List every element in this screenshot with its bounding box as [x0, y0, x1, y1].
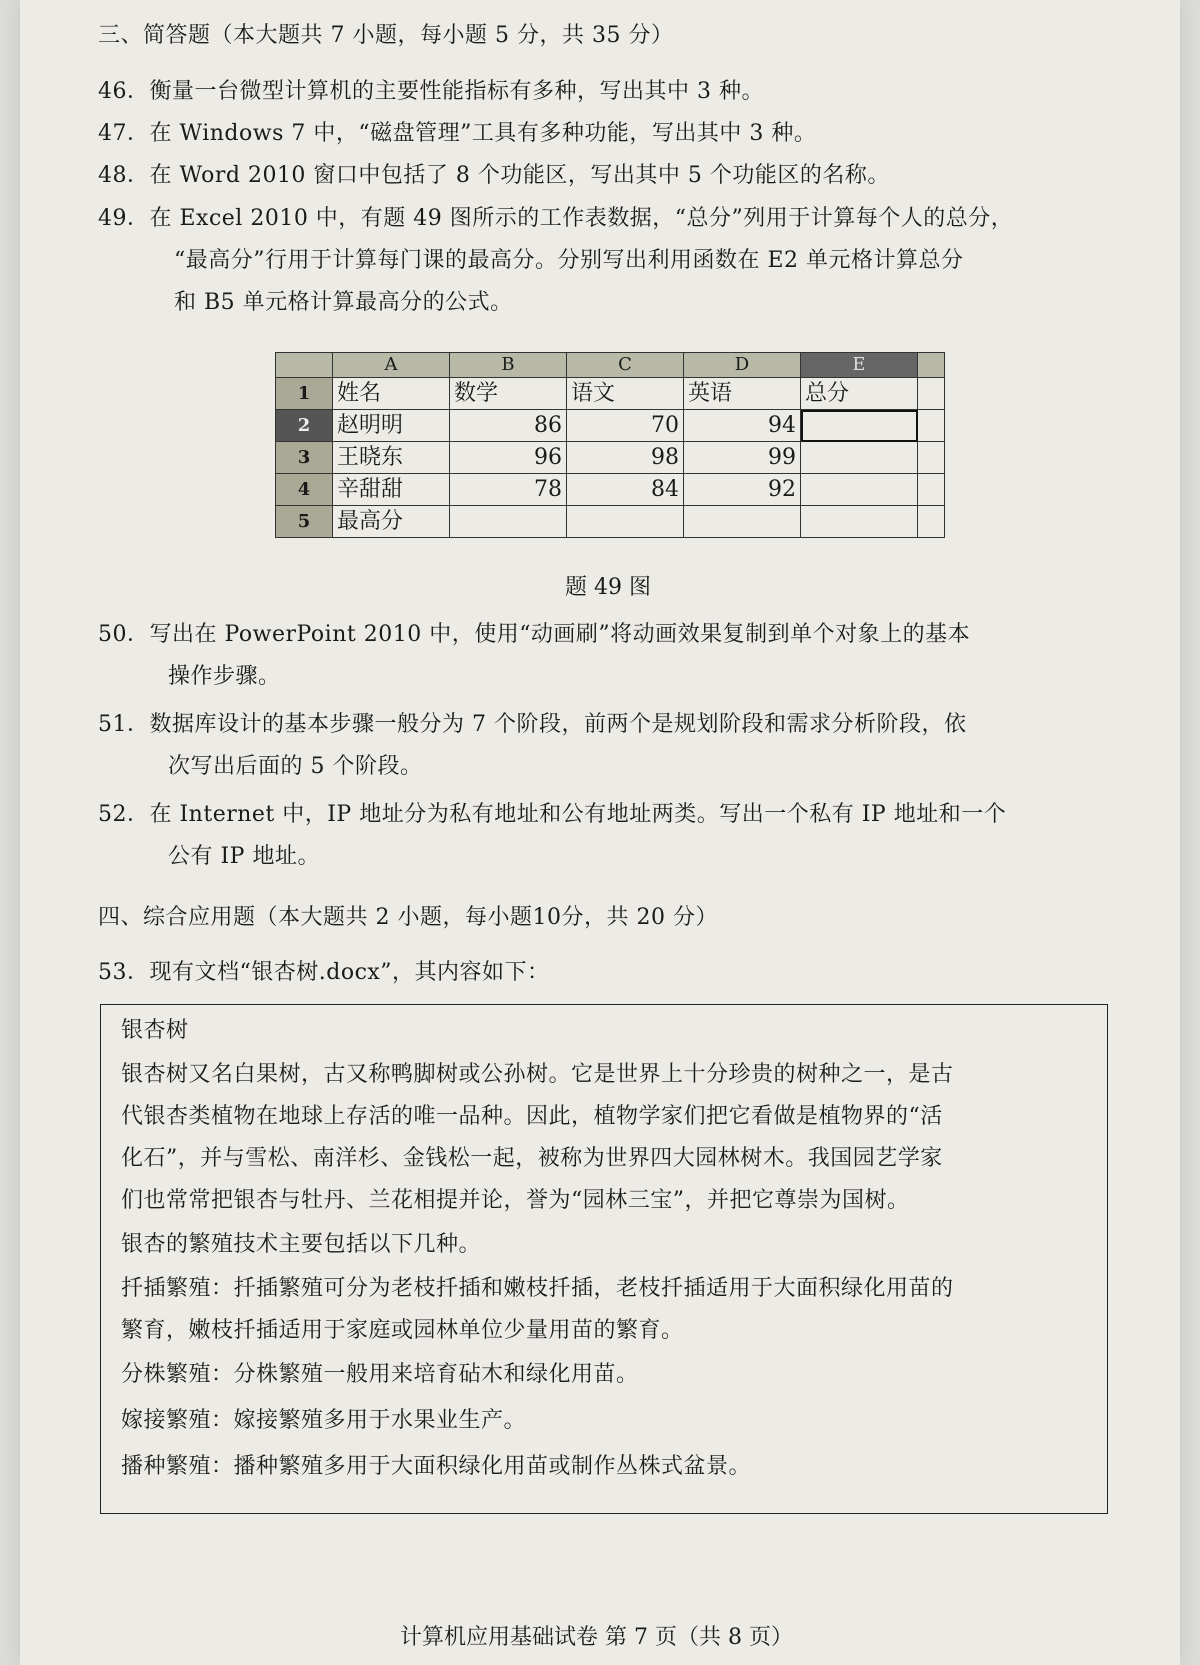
- col-header-d: D: [684, 353, 801, 378]
- doc-title: 银杏树: [121, 1018, 189, 1043]
- cell-c3: 98: [567, 442, 684, 474]
- cell-b3: 96: [450, 442, 567, 474]
- cell-e5: [801, 506, 918, 538]
- doc-line: 扦插繁殖：扦插繁殖可分为老枝扦插和嫩枝扦插，老枝扦插适用于大面积绿化用苗的: [121, 1276, 954, 1301]
- cell-a4: 辛甜甜: [333, 474, 450, 506]
- col-header-b: B: [450, 353, 567, 378]
- cell-d5: [684, 506, 801, 538]
- doc-line: 银杏的繁殖技术主要包括以下几种。: [121, 1232, 482, 1257]
- question-52-line-2: 公有 IP 地址。: [168, 844, 320, 869]
- col-header-spacer: [918, 353, 945, 378]
- cell-spacer: [918, 506, 945, 538]
- cell-d4: 92: [684, 474, 801, 506]
- cell-e2-selected: [801, 410, 918, 442]
- cell-e1: 总分: [801, 378, 918, 410]
- sheet-row: [276, 506, 945, 538]
- cell-e4: [801, 474, 918, 506]
- row-number: 3: [276, 442, 333, 474]
- question-49-line-2: “最高分”行用于计算每门课的最高分。分别写出利用函数在 E2 单元格计算总分: [174, 248, 964, 273]
- cell-a3: 王晓东: [333, 442, 450, 474]
- doc-line: 播种繁殖：播种繁殖多用于大面积绿化用苗或制作丛株式盆景。: [121, 1454, 752, 1479]
- row-number: 2: [276, 410, 333, 442]
- doc-line: 们也常常把银杏与牡丹、兰花相提并论，誉为“园林三宝”，并把它尊崇为国树。: [121, 1188, 910, 1213]
- sheet-row: [276, 474, 945, 506]
- cell-a1: 姓名: [333, 378, 450, 410]
- cell-a5: 最高分: [333, 506, 450, 538]
- col-header-a: A: [333, 353, 450, 378]
- question-50-line-2: 操作步骤。: [168, 664, 281, 689]
- cell-d3: 99: [684, 442, 801, 474]
- cell-b5: [450, 506, 567, 538]
- cell-spacer: [918, 378, 945, 410]
- cell-spacer: [918, 410, 945, 442]
- section4-heading: 四、综合应用题（本大题共 2 小题，每小题10分，共 20 分）: [98, 905, 718, 930]
- doc-line: 分株繁殖：分株繁殖一般用来培育砧木和绿化用苗。: [121, 1362, 639, 1387]
- sheet-row: [276, 410, 945, 442]
- exam-page: [20, 0, 1180, 1665]
- row-number: 5: [276, 506, 333, 538]
- doc-line: 银杏树又名白果树，古又称鸭脚树或公孙树。它是世界上十分珍贵的树种之一，是古: [121, 1062, 954, 1087]
- question-49-line-3: 和 B5 单元格计算最高分的公式。: [174, 290, 513, 315]
- question-48: 48．在 Word 2010 窗口中包括了 8 个功能区，写出其中 5 个功能区的名称。: [98, 163, 890, 188]
- question-46: 46．衡量一台微型计算机的主要性能指标有多种，写出其中 3 种。: [98, 79, 764, 104]
- col-header-c: C: [567, 353, 684, 378]
- cell-e3: [801, 442, 918, 474]
- question-49-line-1: 49．在 Excel 2010 中，有题 49 图所示的工作表数据，“总分”列用于计算每个人的总分，: [98, 206, 1014, 231]
- cell-spacer: [918, 442, 945, 474]
- col-header-e: E: [801, 353, 918, 378]
- question-51-line-1: 51．数据库设计的基本步骤一般分为 7 个阶段，前两个是规划阶段和需求分析阶段，依: [98, 712, 967, 737]
- sheet-row: [276, 378, 945, 410]
- question-50-line-1: 50．写出在 PowerPoint 2010 中，使用“动画刷”将动画效果复制到单个对象上的基本: [98, 622, 971, 647]
- cell-b4: 78: [450, 474, 567, 506]
- figure-caption: 题 49 图: [565, 575, 651, 600]
- cell-c2: 70: [567, 410, 684, 442]
- doc-line: 繁育，嫩枝扦插适用于家庭或园林单位少量用苗的繁育。: [121, 1318, 684, 1343]
- cell-b1: 数学: [450, 378, 567, 410]
- page-footer: 计算机应用基础试卷 第 7 页（共 8 页）: [400, 1625, 793, 1650]
- sheet-header-row: [276, 353, 945, 378]
- cell-d2: 94: [684, 410, 801, 442]
- row-number: 4: [276, 474, 333, 506]
- doc-line: 化石”，并与雪松、南洋杉、金钱松一起，被称为世界四大园林树木。我国园艺学家: [121, 1146, 943, 1171]
- cell-c1: 语文: [567, 378, 684, 410]
- spreadsheet-figure: [275, 352, 945, 538]
- section3-heading: 三、简答题（本大题共 7 小题，每小题 5 分，共 35 分）: [98, 23, 674, 48]
- cell-b2: 86: [450, 410, 567, 442]
- cell-c5: [567, 506, 684, 538]
- sheet-row: [276, 442, 945, 474]
- question-52-line-1: 52．在 Internet 中，IP 地址分为私有地址和公有地址两类。写出一个私有 IP 地址和一个: [98, 802, 1007, 827]
- question-51-line-2: 次写出后面的 5 个阶段。: [168, 754, 423, 779]
- question-47: 47．在 Windows 7 中，“磁盘管理”工具有多种功能，写出其中 3 种。: [98, 121, 817, 146]
- doc-line: 代银杏类植物在地球上存活的唯一品种。因此，植物学家们把它看做是植物界的“活: [121, 1104, 943, 1129]
- document-content-box: [100, 1004, 1108, 1514]
- question-53: 53．现有文档“银杏树.docx”，其内容如下：: [98, 960, 550, 985]
- doc-line: 嫁接繁殖：嫁接繁殖多用于水果业生产。: [121, 1408, 527, 1433]
- cell-spacer: [918, 474, 945, 506]
- sheet-corner: [276, 353, 333, 378]
- row-number: 1: [276, 378, 333, 410]
- cell-c4: 84: [567, 474, 684, 506]
- cell-d1: 英语: [684, 378, 801, 410]
- cell-a2: 赵明明: [333, 410, 450, 442]
